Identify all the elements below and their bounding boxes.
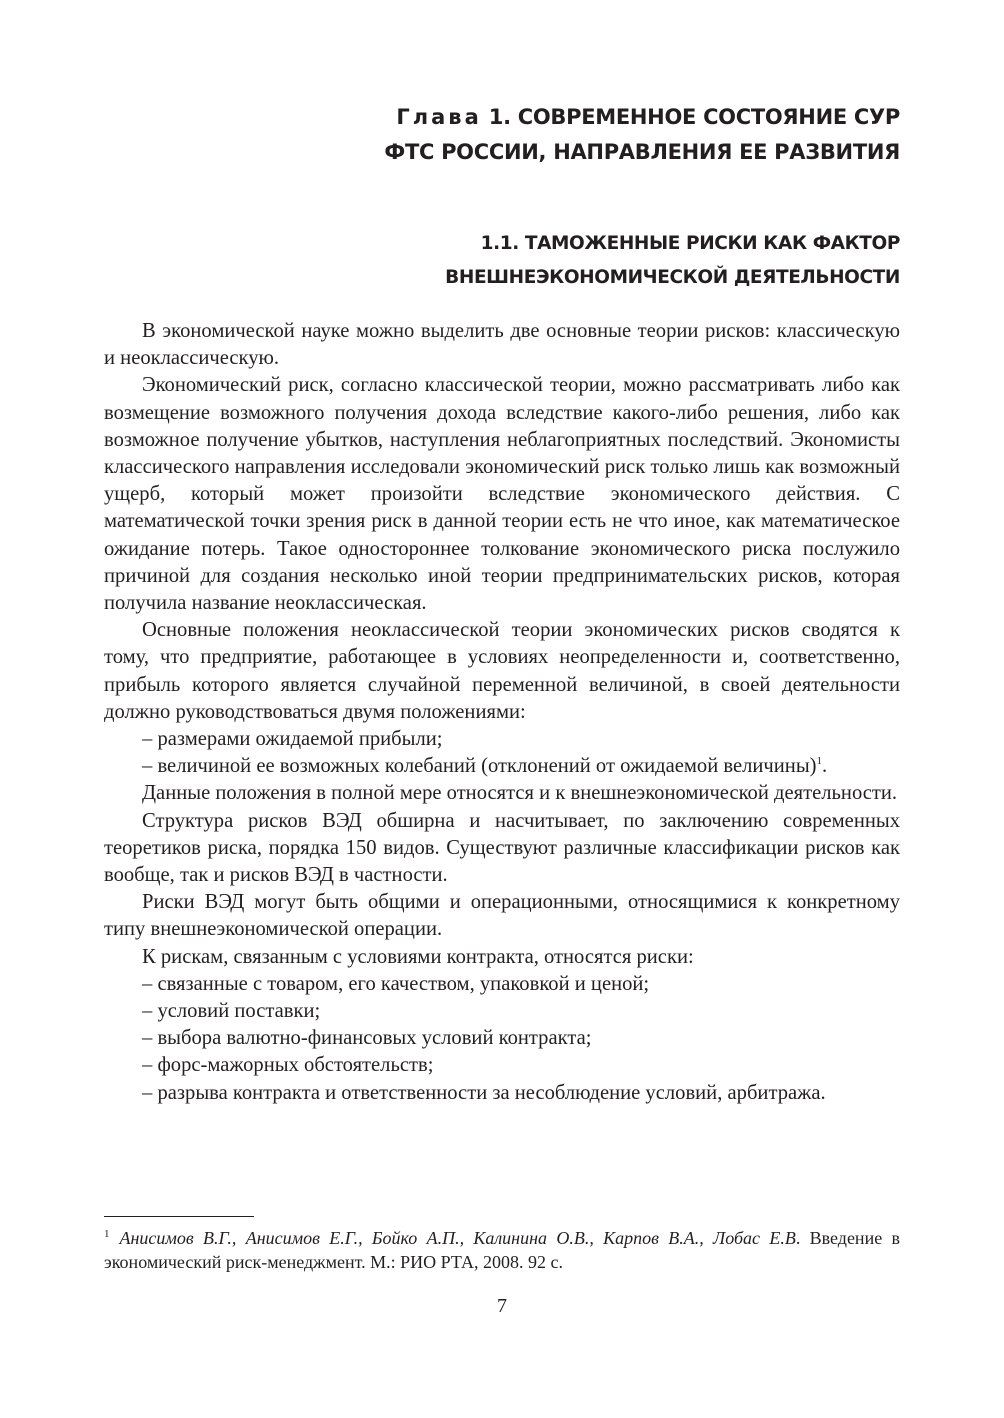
footnote-mark: 1 [104,1228,110,1240]
footnote-reference[interactable]: 1 [816,755,823,768]
footnote-divider [104,1216,254,1217]
chapter-prefix: Глава [396,105,482,129]
list-item-period: . [822,755,828,778]
paragraph: Данные положения в полной мере относятся и к внешнеэкономической деятельности. [142,782,898,805]
list-item: – связанные с товаром, его качеством, упаковкой и ценой; [142,972,650,995]
paragraph: Риски ВЭД могут быть общими и операционными, относящимися к конкретному типу внешнеэкономической операции. [104,891,900,941]
list-item: – размерами ожидаемой прибыли; [142,728,443,751]
paragraph: К рискам, связанным с условиями контракта, относятся риски: [142,945,694,968]
footnote-citation: . Введение в экономический риск-менеджмент. М.: РИО РТА, 2008. 92 с. [104,1228,900,1272]
paragraph: Основные положения неоклассической теории экономических рисков сводятся к тому, что предприятие, работающее в условиях неопределенности и, соответственно, прибыль которого является случайной переменной величиной, в своей деятельности должно руководствоваться двумя положениями: [104,619,900,723]
paragraph: Структура рисков ВЭД обширна и насчитывает, по заключению современных теоретиков риска, порядка 150 видов. Существуют различные классификации рисков как вообще, так и рисков ВЭД в частности. [104,809,900,887]
body-text [104,318,900,1107]
footnote [104,1226,900,1274]
chapter-title [330,100,900,170]
page-number: 7 [497,1295,507,1317]
list-item: – условий поставки; [142,1000,321,1023]
paragraph: Экономический риск, согласно классической теории, можно рассматривать либо как возмещение возможного получения дохода вследствие какого-либо решения, либо как возможное получение убытков, наступления неблагоприятных последствий. Экономисты классического направления исследовали экономический риск только лишь как возможный ущерб, который может произойти вследствие экономического действия. С математической точки зрения риск в данной теории есть не что иное, как математическое ожидание потерь. Такое одностороннее толкование экономического риска послужило причиной для создания несколько иной теории предпринимательских рисков, которая получила название неоклассическая. [104,374,900,615]
list-item: – выбора валютно-финансовых условий контракта; [142,1027,592,1050]
section-title-line1: 1.1. ТАМОЖЕННЫЕ РИСКИ КАК ФАКТОР [480,233,900,254]
section-title-line2: ВНЕШНЕЭКОНОМИЧЕСКОЙ ДЕЯТЕЛЬНОСТИ [445,267,900,288]
footnote-authors: Анисимов В.Г., Анисимов Е.Г., Бойко А.П., Калинина О.В., Карпов В.А., Лобас Е.В [119,1228,796,1248]
list-item-with-footnote [104,753,900,780]
section-title [330,227,900,295]
list-item: – форс-мажорных обстоятельств; [142,1054,434,1077]
chapter-title-line2: ФТС РОССИИ, НАПРАВЛЕНИЯ ЕЕ РАЗВИТИЯ [384,140,900,164]
list-item: – разрыва контракта и ответственности за несоблюдение условий, арбитража. [142,1081,826,1104]
list-item-text: – величиной ее возможных колебаний (отклонений от ожидаемой величины) [142,755,817,778]
paragraph: В экономической науке можно выделить две основные теории рисков: классическую и неоклассическую. [104,320,900,370]
chapter-title-line1: 1. СОВРЕМЕННОЕ СОСТОЯНИЕ СУР [481,105,900,129]
